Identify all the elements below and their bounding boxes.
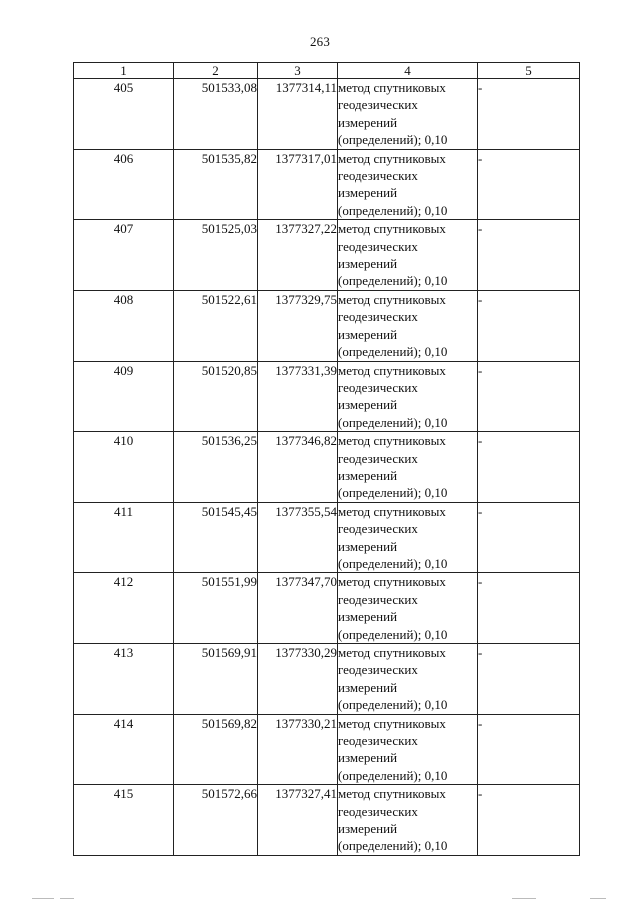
y-coordinate-cell: 1377330,29 (258, 644, 338, 715)
x-coordinate-cell: 501572,66 (174, 785, 258, 856)
method-accuracy-cell: метод спутниковых геодезических измерений (определений); 0,10 (338, 361, 478, 432)
method-accuracy-cell: метод спутниковых геодезических измерений (определений); 0,10 (338, 502, 478, 573)
table-row (74, 79, 580, 150)
x-coordinate-cell: 501525,03 (174, 220, 258, 291)
y-coordinate-cell: 1377355,54 (258, 502, 338, 573)
y-coordinate-cell: 1377314,11 (258, 79, 338, 150)
point-number-cell: 412 (74, 573, 174, 644)
table-row (74, 644, 580, 715)
y-coordinate-cell: 1377330,21 (258, 714, 338, 785)
method-accuracy-cell: метод спутниковых геодезических измерений (определений); 0,10 (338, 149, 478, 220)
x-coordinate-cell: 501545,45 (174, 502, 258, 573)
header-col-4: 4 (338, 63, 478, 79)
x-coordinate-cell: 501520,85 (174, 361, 258, 432)
x-coordinate-cell: 501536,25 (174, 432, 258, 503)
table-body (74, 79, 580, 856)
header-col-3: 3 (258, 63, 338, 79)
point-number-cell: 411 (74, 502, 174, 573)
table-row (74, 149, 580, 220)
point-number-cell: 414 (74, 714, 174, 785)
table-row (74, 714, 580, 785)
table-row (74, 785, 580, 856)
x-coordinate-cell: 501551,99 (174, 573, 258, 644)
y-coordinate-cell: 1377327,22 (258, 220, 338, 291)
method-accuracy-cell: метод спутниковых геодезических измерений (определений); 0,10 (338, 573, 478, 644)
method-accuracy-cell: метод спутниковых геодезических измерений (определений); 0,10 (338, 220, 478, 291)
x-coordinate-cell: 501522,61 (174, 290, 258, 361)
header-col-1: 1 (74, 63, 174, 79)
scan-artifact-line (30, 897, 610, 901)
note-cell: - (478, 361, 580, 432)
note-cell: - (478, 573, 580, 644)
note-cell: - (478, 785, 580, 856)
point-number-cell: 409 (74, 361, 174, 432)
point-number-cell: 413 (74, 644, 174, 715)
table-row (74, 290, 580, 361)
method-accuracy-cell: метод спутниковых геодезических измерений (определений); 0,10 (338, 714, 478, 785)
note-cell: - (478, 149, 580, 220)
note-cell: - (478, 502, 580, 573)
y-coordinate-cell: 1377317,01 (258, 149, 338, 220)
header-col-2: 2 (174, 63, 258, 79)
note-cell: - (478, 79, 580, 150)
x-coordinate-cell: 501569,91 (174, 644, 258, 715)
point-number-cell: 406 (74, 149, 174, 220)
x-coordinate-cell: 501533,08 (174, 79, 258, 150)
method-accuracy-cell: метод спутниковых геодезических измерений (определений); 0,10 (338, 785, 478, 856)
method-accuracy-cell: метод спутниковых геодезических измерений (определений); 0,10 (338, 79, 478, 150)
table-row (74, 220, 580, 291)
note-cell: - (478, 290, 580, 361)
point-number-cell: 410 (74, 432, 174, 503)
coordinates-table (73, 62, 580, 856)
y-coordinate-cell: 1377329,75 (258, 290, 338, 361)
x-coordinate-cell: 501569,82 (174, 714, 258, 785)
point-number-cell: 405 (74, 79, 174, 150)
point-number-cell: 415 (74, 785, 174, 856)
method-accuracy-cell: метод спутниковых геодезических измерений (определений); 0,10 (338, 644, 478, 715)
y-coordinate-cell: 1377346,82 (258, 432, 338, 503)
note-cell: - (478, 644, 580, 715)
method-accuracy-cell: метод спутниковых геодезических измерений (определений); 0,10 (338, 432, 478, 503)
note-cell: - (478, 714, 580, 785)
y-coordinate-cell: 1377327,41 (258, 785, 338, 856)
method-accuracy-cell: метод спутниковых геодезических измерений (определений); 0,10 (338, 290, 478, 361)
x-coordinate-cell: 501535,82 (174, 149, 258, 220)
header-col-5: 5 (478, 63, 580, 79)
header-row (74, 63, 580, 79)
page-number: 263 (309, 34, 331, 49)
table-row (74, 432, 580, 503)
table-row (74, 502, 580, 573)
table-row (74, 573, 580, 644)
y-coordinate-cell: 1377347,70 (258, 573, 338, 644)
note-cell: - (478, 432, 580, 503)
point-number-cell: 407 (74, 220, 174, 291)
table-row (74, 361, 580, 432)
note-cell: - (478, 220, 580, 291)
point-number-cell: 408 (74, 290, 174, 361)
y-coordinate-cell: 1377331,39 (258, 361, 338, 432)
